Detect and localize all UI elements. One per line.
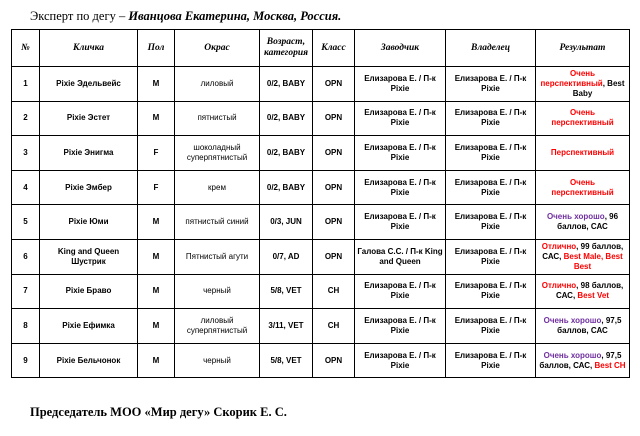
cell-nick: Pixie Эстет (40, 101, 138, 136)
cell-owner: Елизарова Е. / П-к Pixie (446, 67, 536, 102)
table-row (12, 136, 630, 171)
cell-class: OPN (313, 136, 355, 171)
table-row (12, 309, 630, 344)
table-row (12, 67, 630, 102)
expert-line (30, 9, 341, 24)
cell-nick: Pixie Энигма (40, 136, 138, 171)
cell-num: 8 (12, 309, 40, 344)
result-segment: , 96 баллов, САС (557, 212, 619, 232)
cell-nick: Pixie Ефимка (40, 309, 138, 344)
result-segment: , 98 баллов, САС, (556, 281, 624, 301)
cell-class: OPN (313, 239, 355, 274)
cell-age: 0/2, BABY (260, 170, 313, 205)
result-segment: , Best Baby (572, 78, 625, 98)
cell-age: 0/2, BABY (260, 101, 313, 136)
cell-owner: Елизарова Е. / П-к Pixie (446, 343, 536, 378)
cell-result (536, 239, 630, 274)
cell-color: черный (175, 274, 260, 309)
table-row (12, 239, 630, 274)
cell-owner: Елизарова Е. / П-к Pixie (446, 136, 536, 171)
cell-breeder: Елизарова Е. / П-к Pixie (355, 101, 446, 136)
table-row (12, 343, 630, 378)
cell-result (536, 136, 630, 171)
col-header-age: Возраст, категория (260, 30, 313, 67)
cell-breeder: Елизарова Е. / П-к Pixie (355, 343, 446, 378)
result-segment: Очень хорошо (543, 315, 602, 325)
result-segment: Очень перспективный (551, 177, 614, 197)
cell-class: OPN (313, 67, 355, 102)
cell-sex: M (138, 239, 175, 274)
cell-breeder: Елизарова Е. / П-к Pixie (355, 136, 446, 171)
cell-sex: M (138, 205, 175, 240)
result-segment: Отлично (541, 241, 577, 251)
result-segment: Очень перспективный (551, 108, 614, 128)
cell-nick: Pixie Эдельвейс (40, 67, 138, 102)
col-header-class: Класс (313, 30, 355, 67)
table-body (12, 67, 630, 378)
cell-age: 0/3, JUN (260, 205, 313, 240)
cell-breeder: Галова С.С. / П-к King and Queen (355, 239, 446, 274)
cell-color: шоколадный суперпятнистый (175, 136, 260, 171)
cell-num: 1 (12, 67, 40, 102)
col-header-nick: Кличка (40, 30, 138, 67)
table-header-row (12, 30, 630, 67)
cell-breeder: Елизарова Е. / П-к Pixie (355, 170, 446, 205)
cell-result (536, 274, 630, 309)
cell-nick: Pixie Браво (40, 274, 138, 309)
cell-num: 3 (12, 136, 40, 171)
cell-result (536, 170, 630, 205)
cell-sex: M (138, 309, 175, 344)
col-header-breeder: Заводчик (355, 30, 446, 67)
result-segment: Очень хорошо (543, 350, 602, 360)
col-header-owner: Владелец (446, 30, 536, 67)
table-row (12, 170, 630, 205)
cell-sex: F (138, 136, 175, 171)
cell-sex: F (138, 170, 175, 205)
cell-owner: Елизарова Е. / П-к Pixie (446, 309, 536, 344)
cell-owner: Елизарова Е. / П-к Pixie (446, 170, 536, 205)
cell-nick: Pixie Бельчонок (40, 343, 138, 378)
expert-name: Иванцова Екатерина, Москва, Россия. (128, 9, 342, 23)
cell-num: 2 (12, 101, 40, 136)
col-header-sex: Пол (138, 30, 175, 67)
result-segment: , 97,5 баллов, САС, (539, 350, 622, 370)
result-segment: Перспективный (550, 147, 615, 157)
col-header-color: Окрас (175, 30, 260, 67)
cell-class: OPN (313, 205, 355, 240)
cell-breeder: Елизарова Е. / П-к Pixie (355, 274, 446, 309)
footer-signature: Председатель МОО «Мир дегу» Скорик Е. С. (30, 405, 287, 419)
cell-age: 5/8, VET (260, 274, 313, 309)
cell-nick: Pixie Эмбер (40, 170, 138, 205)
table-row (12, 274, 630, 309)
cell-age: 5/8, VET (260, 343, 313, 378)
cell-result (536, 309, 630, 344)
col-header-result: Результат (536, 30, 630, 67)
cell-age: 3/11, VET (260, 309, 313, 344)
cell-num: 7 (12, 274, 40, 309)
cell-sex: M (138, 67, 175, 102)
cell-sex: M (138, 101, 175, 136)
cell-color: Пятнистый агути (175, 239, 260, 274)
table-row (12, 101, 630, 136)
cell-class: OPN (313, 170, 355, 205)
expert-label: Эксперт по дегу – (30, 9, 129, 23)
cell-result (536, 343, 630, 378)
result-segment: Best Male, Best Best (563, 251, 623, 271)
cell-breeder: Елизарова Е. / П-к Pixie (355, 309, 446, 344)
cell-owner: Елизарова Е. / П-к Pixie (446, 274, 536, 309)
cell-nick: King and Queen Шустрик (40, 239, 138, 274)
cell-color: пятнистый синий (175, 205, 260, 240)
cell-num: 5 (12, 205, 40, 240)
cell-color: черный (175, 343, 260, 378)
cell-class: OPN (313, 101, 355, 136)
cell-breeder: Елизарова Е. / П-к Pixie (355, 67, 446, 102)
cell-owner: Елизарова Е. / П-к Pixie (446, 101, 536, 136)
cell-sex: M (138, 274, 175, 309)
cell-result (536, 101, 630, 136)
cell-color: крем (175, 170, 260, 205)
result-segment: , 97,5 баллов, САС (557, 315, 622, 335)
cell-class: CH (313, 274, 355, 309)
cell-owner: Елизарова Е. / П-к Pixie (446, 239, 536, 274)
cell-sex: M (138, 343, 175, 378)
cell-age: 0/7, AD (260, 239, 313, 274)
cell-owner: Елизарова Е. / П-к Pixie (446, 205, 536, 240)
cell-color: лиловый суперпятнистый (175, 309, 260, 344)
cell-class: OPN (313, 343, 355, 378)
cell-color: лиловый (175, 67, 260, 102)
cell-num: 4 (12, 170, 40, 205)
cell-age: 0/2, BABY (260, 67, 313, 102)
cell-class: CH (313, 309, 355, 344)
cell-num: 6 (12, 239, 40, 274)
cell-num: 9 (12, 343, 40, 378)
results-table (11, 29, 630, 378)
result-segment: Очень перспективный (540, 68, 603, 88)
result-segment: Очень хорошо (546, 212, 605, 222)
result-segment: Best CH (594, 360, 626, 370)
result-segment: Отлично (541, 281, 577, 291)
cell-result (536, 205, 630, 240)
cell-nick: Pixie Юми (40, 205, 138, 240)
cell-color: пятнистый (175, 101, 260, 136)
table-row (12, 205, 630, 240)
col-header-num: № (12, 30, 40, 67)
result-segment: , 99 баллов, САС, (542, 241, 624, 261)
cell-breeder: Елизарова Е. / П-к Pixie (355, 205, 446, 240)
cell-result (536, 67, 630, 102)
result-segment: Best Vet (577, 291, 609, 301)
cell-age: 0/2, BABY (260, 136, 313, 171)
